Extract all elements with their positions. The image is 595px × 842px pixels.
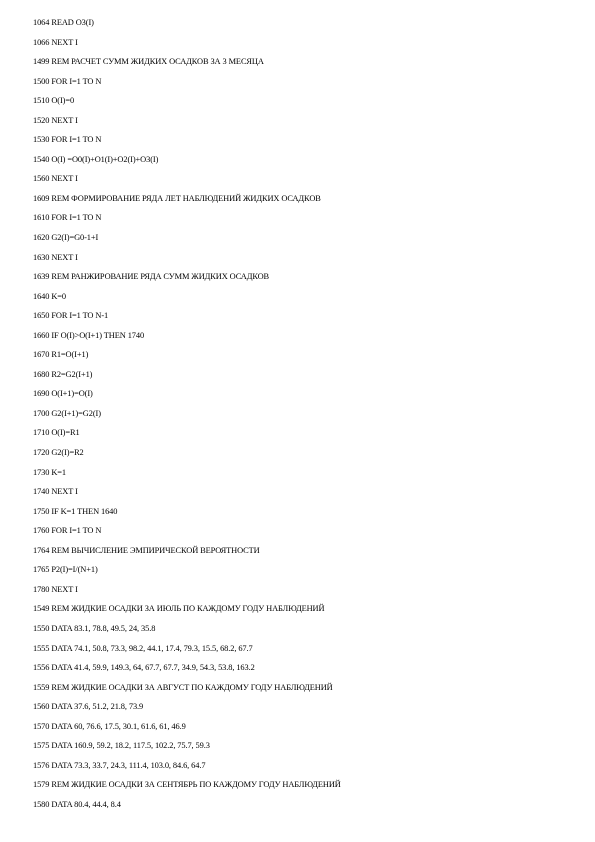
code-line: 1066 NEXT I [33,37,78,47]
code-line: 1549 REM ЖИДКИЕ ОСАДКИ ЗА ИЮЛЬ ПО КАЖДОМУ ГОДУ НАБЛЮДЕНИЙ [33,604,325,614]
code-line: 1555 DATA 74.1, 50.8, 73.3, 98.2, 44.1, 17.4, 79.3, 15.5, 68.2, 67.7 [33,643,253,653]
basic-program-listing [33,17,573,818]
code-line: 1579 REM ЖИДКИЕ ОСАДКИ ЗА СЕНТЯБРЬ ПО КАЖДОМУ ГОДУ НАБЛЮДЕНИЙ [33,780,341,790]
code-line: 1530 FOR I=1 TO N [33,135,102,145]
code-line: 1760 FOR I=1 TO N [33,526,102,536]
code-line: 1559 REM ЖИДКИЕ ОСАДКИ ЗА АВГУСТ ПО КАЖДОМУ ГОДУ НАБЛЮДЕНИЙ [33,682,333,692]
code-line: 1730 K=1 [33,467,67,477]
code-line: 1780 NEXT I [33,584,78,594]
code-line: 1764 REM ВЫЧИСЛЕНИЕ ЭМПИРИЧЕСКОЙ ВЕРОЯТНОСТИ [33,545,260,555]
code-line: 1670 R1=O(I+1) [33,350,89,360]
code-line: 1765 P2(I)=I/(N+1) [33,565,98,575]
code-line: 1570 DATA 60, 76.6, 17.5, 30.1, 61.6, 61, 46.9 [33,721,186,731]
code-line: 1700 G2(I+1)=G2(I) [33,408,101,418]
code-line: 1639 REM РАНЖИРОВАНИЕ РЯДА СУММ ЖИДКИХ ОСАДКОВ [33,272,270,282]
code-line: 1576 DATA 73.3, 33.7, 24.3, 111.4, 103.0, 84.6, 64.7 [33,760,206,770]
code-line: 1740 NEXT I [33,487,78,497]
code-line: 1520 NEXT I [33,115,78,125]
code-line: 1650 FOR I=1 TO N-1 [33,311,109,321]
code-line: 1510 O(I)=0 [33,96,75,106]
code-line: 1680 R2=G2(I+1) [33,369,93,379]
code-line: 1560 NEXT I [33,174,78,184]
code-line: 1720 G2(I)=R2 [33,448,84,458]
code-line: 1710 O(I)=R1 [33,428,80,438]
code-line: 1620 G2(I)=G0-1+I [33,233,99,243]
code-line: 1499 REM РАСЧЕТ СУММ ЖИДКИХ ОСАДКОВ ЗА 3 МЕСЯЦА [33,57,264,67]
code-line: 1610 FOR I=1 TO N [33,213,102,223]
code-line: 1690 O(I+1)=O(I) [33,389,93,399]
code-line: 1580 DATA 80.4, 44.4, 8.4 [33,799,121,809]
code-line: 1540 O(I) =O0(I)+O1(I)+O2(I)+O3(I) [33,154,159,164]
code-line: 1750 IF K=1 THEN 1640 [33,506,118,516]
code-line: 1575 DATA 160.9, 59.2, 18.2, 117.5, 102.2, 75.7, 59.3 [33,741,210,751]
code-line: 1609 REM ФОРМИРОВАНИЕ РЯДА ЛЕТ НАБЛЮДЕНИЙ ЖИДКИХ ОСАДКОВ [33,193,321,203]
code-line: 1560 DATA 37.6, 51.2, 21.8, 73.9 [33,702,144,712]
code-line: 1660 IF O(I)>O(I+1) THEN 1740 [33,330,145,340]
code-line: 1550 DATA 83.1, 78.8, 49.5, 24, 35.8 [33,623,156,633]
code-line: 1064 READ O3(I) [33,18,94,27]
code-line: 1640 K=0 [33,291,67,301]
code-line: 1556 DATA 41.4, 59.9, 149.3, 64, 67.7, 67.7, 34.9, 54.3, 53.8, 163.2 [33,663,255,673]
code-line: 1630 NEXT I [33,252,78,262]
code-line: 1500 FOR I=1 TO N [33,76,102,86]
